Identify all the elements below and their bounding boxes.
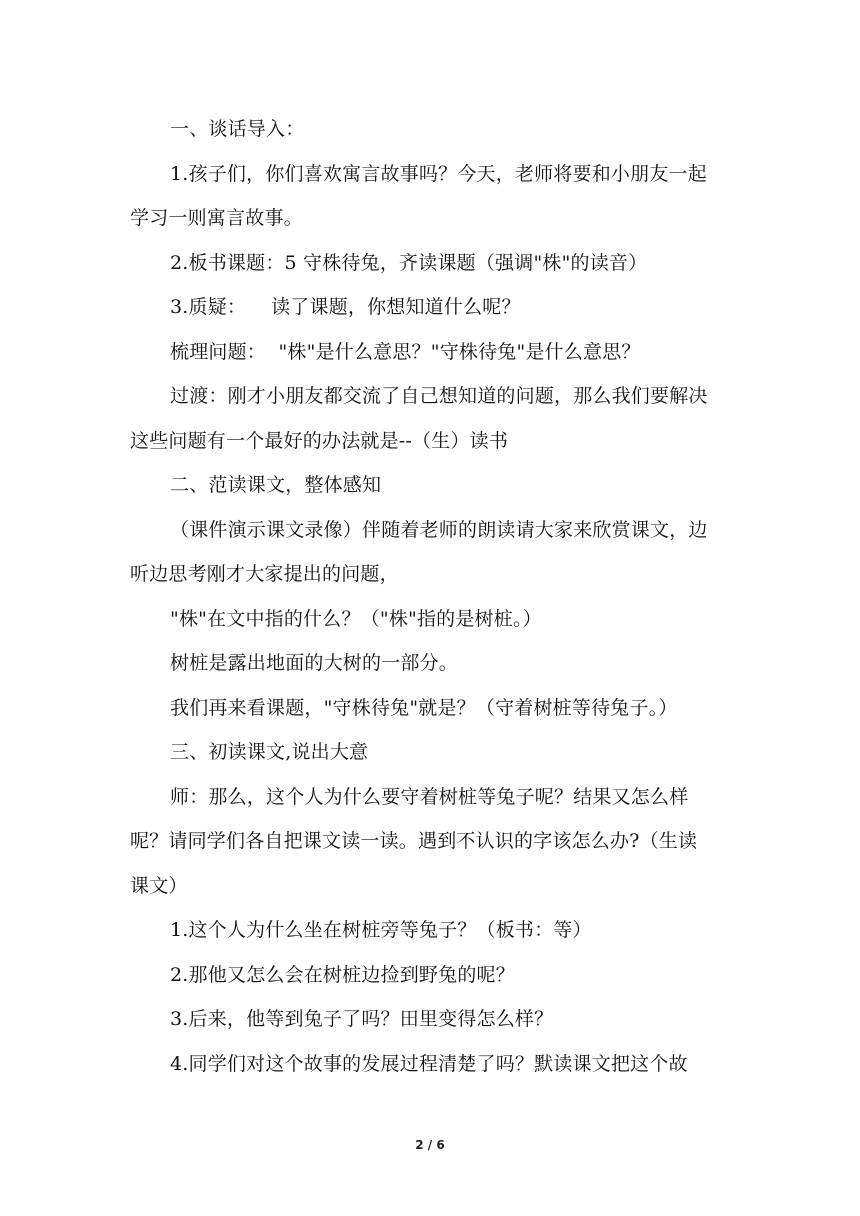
paragraph-line: 我们再来看课题，"守株待兔"就是？（守着树桩等待兔子。） [170,696,678,719]
section-heading-2: 二、范读课文，整体感知 [170,474,382,496]
paragraph-line: 听边思考刚才大家提出的问题， [130,563,399,585]
document-body [130,107,730,1086]
paragraph-line: 1.孩子们，你们喜欢寓言故事吗？今天，老师将要和小朋友一起 [170,162,707,185]
paragraph-line: 3.后来，他等到兔子了吗？田里变得怎么样？ [170,1008,554,1030]
paragraph-line: 4.同学们对这个故事的发展过程清楚了吗？默读课文把这个故 [170,1052,688,1075]
paragraph-line: 梳理问题： "株"是什么意思？"守株待兔"是什么意思？ [170,340,641,363]
paragraph-line: 学习一则寓言故事。 [130,207,303,229]
paragraph-line: 1.这个人为什么坐在树桩旁等兔子？（板书：等） [170,919,592,941]
page-number: 2 / 6 [415,1138,445,1152]
section-heading-3: 三、初读课文,说出大意 [170,741,369,763]
paragraph-line: 这些问题有一个最好的办法就是--（生）读书 [130,429,509,452]
paragraph-line: 树桩是露出地面的大树的一部分。 [170,652,459,674]
paragraph-line: 课文） [130,874,188,897]
paragraph-line: （课件演示课文录像）伴随着老师的朗读请大家来欣赏课文，边 [170,518,708,541]
paragraph-line: 2.那他又怎么会在树桩边捡到野兔的呢？ [170,963,515,986]
paragraph-line: 师：那么，这个人为什么要守着树桩等兔子呢？结果又怎么样 [170,785,689,808]
paragraph-line: 2.板书课题：5 守株待兔，齐读课题（强调"株"的读音） [170,251,648,274]
section-heading-1: 一、谈话导入： [170,118,305,140]
paragraph-line: 3.质疑： 读了课题，你想知道什么呢？ [170,296,521,318]
paragraph-line: "株"在文中指的什么？（"株"指的是树桩。） [170,607,542,630]
paragraph-line: 过渡：刚才小朋友都交流了自己想知道的问题，那么我们要解决 [170,385,708,407]
paragraph-line: 呢？请同学们各自把课文读一读。遇到不认识的字该怎么办?（生读 [130,830,698,852]
